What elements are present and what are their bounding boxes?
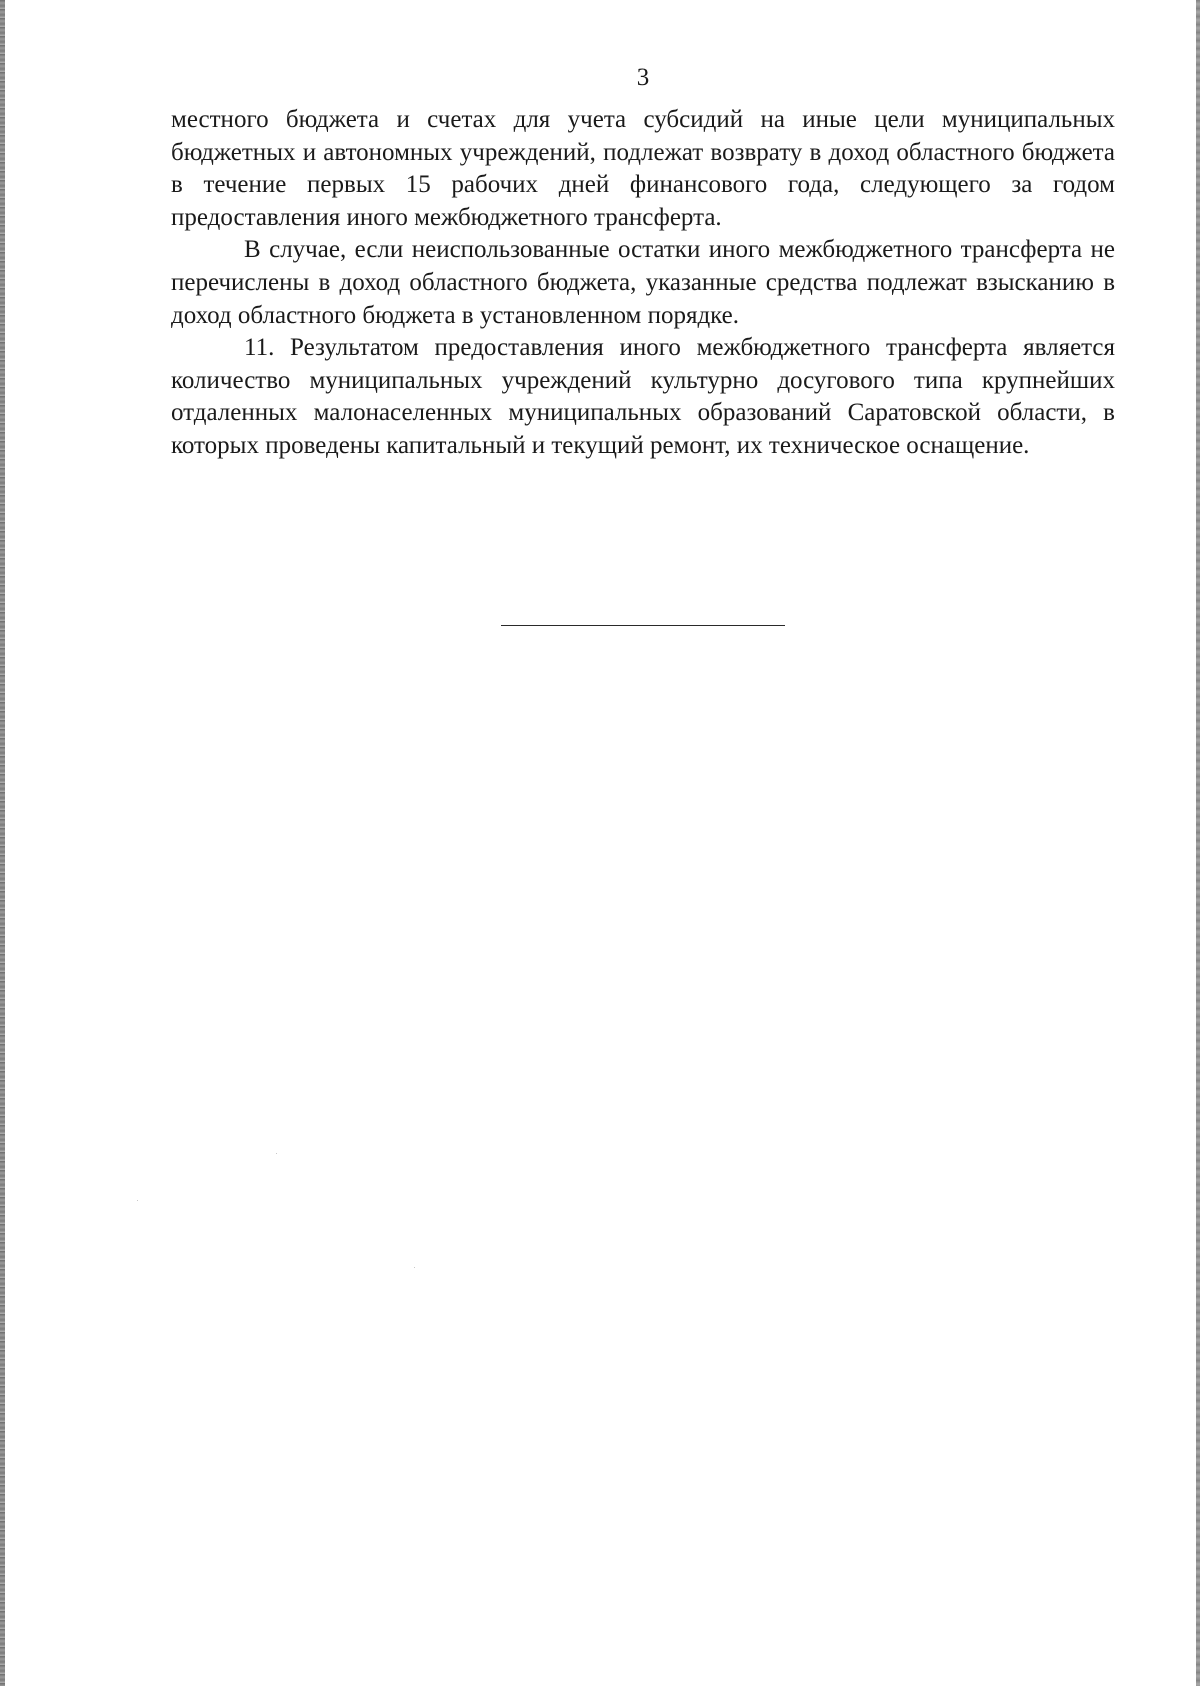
body-text bbox=[171, 104, 1115, 463]
document-page bbox=[171, 58, 1115, 463]
paragraph-continuation: местного бюджета и счетах для учета субсидий на иные цели муниципальных бюджетных и автономных учреждений, подлежат возврату в доход областного бюджета в течение первых 15 рабочих дней финансового года, следующего за годом предоставления иного межбюджетного трансферта. bbox=[171, 106, 1115, 231]
scan-speck bbox=[137, 1200, 138, 1201]
scan-edge-right bbox=[1196, 0, 1200, 1686]
scan-speck bbox=[414, 1267, 415, 1268]
end-of-text-rule bbox=[501, 625, 785, 626]
scan-speck bbox=[276, 1153, 277, 1154]
paragraph-unused-balances: В случае, если неиспользованные остатки иного межбюджетного трансферта не перечислены в доход областного бюджета, указанные средства подлежат взысканию в доход областного бюджета в установленном порядке. bbox=[171, 236, 1115, 329]
scan-edge-left bbox=[0, 0, 5, 1686]
page-number: 3 bbox=[636, 64, 650, 91]
paragraph-item-11: 11. Результатом предоставления иного межбюджетного трансферта является количество муниципальных учреждений культурно досугового типа крупнейших отдаленных малонаселенных муниципальных образований Саратовской области, в которых проведены капитальный и текущий ремонт, их техническое оснащение. bbox=[171, 334, 1115, 459]
